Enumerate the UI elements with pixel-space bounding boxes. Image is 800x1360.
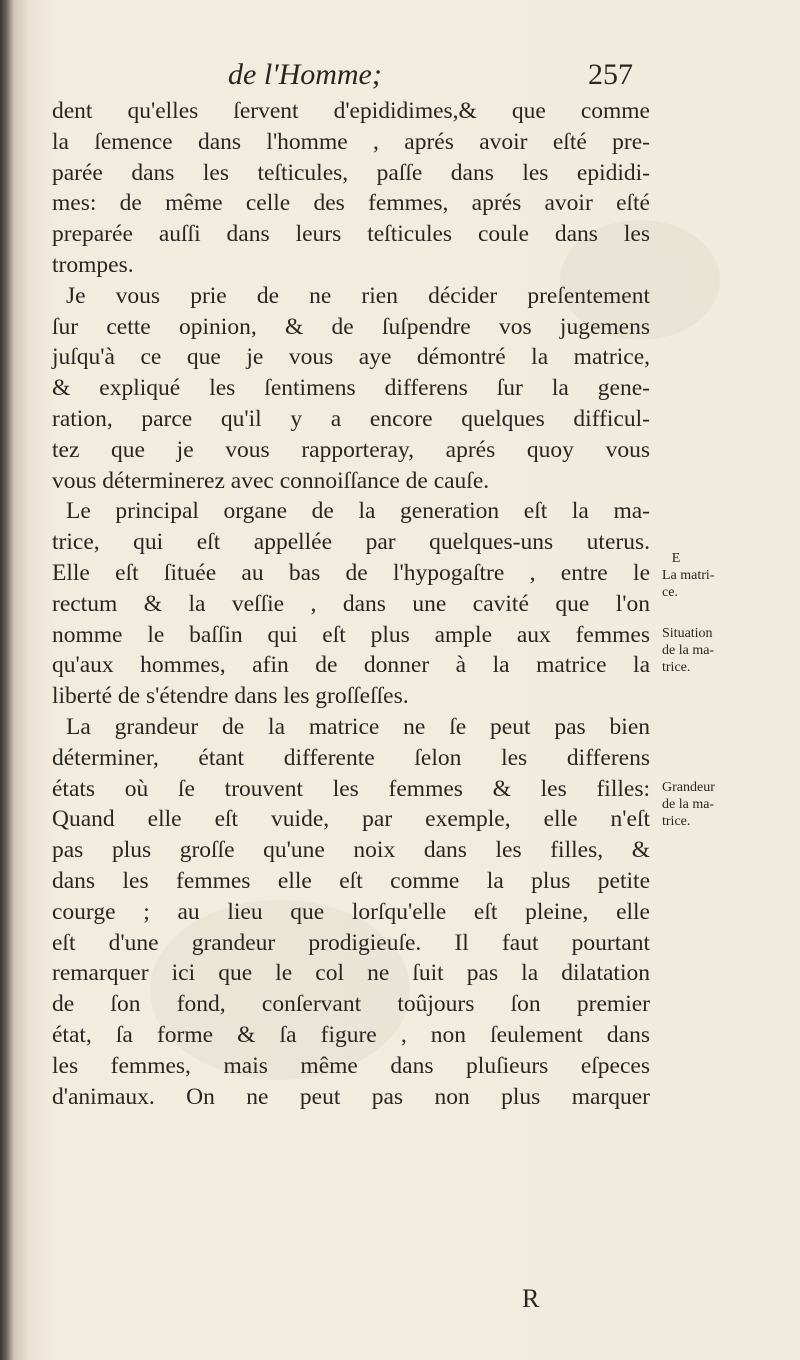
text-line: états où ſe trouvent les femmes & les filles: xyxy=(52,775,650,802)
text-line: juſqu'à ce que je vous aye démontré la matrice, xyxy=(52,344,650,371)
text-line: tez que je vous rapporteray, aprés quoy vous xyxy=(52,436,650,463)
text-line: trice, qui eſt appellée par quelques-uns uterus. xyxy=(52,529,650,556)
running-head: de l'Homme; xyxy=(228,58,382,91)
text-line: ſur cette opinion, & de ſuſpendre vos jugemens xyxy=(52,313,650,340)
text-line: Le principal organe de la generation eſt la ma- xyxy=(66,498,650,525)
text-line: de ſon fond, conſervant toûjours ſon premier xyxy=(52,991,650,1018)
text-line: Quand elle eſt vuide, par exemple, elle n'eſt xyxy=(52,806,650,833)
text-line: dent qu'elles ſervent d'epididimes,& que comme xyxy=(52,98,650,124)
body-text xyxy=(52,96,650,1112)
text-line: Elle eſt ſituée au bas de l'hypogaſtre , entre le xyxy=(52,559,650,586)
text-line: parée dans les teſticules, paſſe dans les epididi- xyxy=(52,159,650,186)
text-line: liberté de s'étendre dans les groſſeſſes. xyxy=(52,683,409,710)
text-line: mes: de même celle des femmes, aprés avoir eſté xyxy=(52,190,650,217)
text-line: eſt d'une grandeur prodigieuſe. Il faut pourtant xyxy=(52,929,650,956)
text-line: vous déterminerez avec connoiſſance de cauſe. xyxy=(52,467,490,494)
text-line: nomme le baſſin qui eſt plus ample aux femmes xyxy=(52,621,650,648)
text-line: & expliqué les ſentimens differens ſur la gene- xyxy=(52,375,650,402)
margin-note-letter: E xyxy=(671,551,681,566)
text-line: la ſemence dans l'homme , aprés avoir eſté pre- xyxy=(52,128,650,155)
text-line: rectum & la veſſie , dans une cavité que l'on xyxy=(52,590,650,617)
text-line: Je vous prie de ne rien décider preſentement xyxy=(66,282,650,309)
text-line: déterminer, étant differente ſelon les differens xyxy=(52,744,650,771)
text-line: qu'aux hommes, afin de donner à la matrice la xyxy=(52,652,650,679)
text-line: La grandeur de la matrice ne ſe peut pas bien xyxy=(66,713,650,740)
page-number: 257 xyxy=(588,58,633,91)
text-line: trompes. xyxy=(52,251,134,278)
text-line: courge ; au lieu que lorſqu'elle eſt pleine, elle xyxy=(52,898,650,925)
text-line: dans les femmes elle eſt comme la plus petite xyxy=(52,867,650,894)
margin-note-grandeur: Grandeur de la ma- trice. xyxy=(662,780,715,829)
page-header xyxy=(0,58,800,98)
margin-note-situation: Situation de la ma- trice. xyxy=(662,626,715,675)
text-line: pas plus groſſe qu'une noix dans les filles, & xyxy=(52,837,650,864)
text-line: état, ſa forme & ſa figure , non ſeulement dans xyxy=(52,1021,650,1048)
signature-mark: R xyxy=(522,1284,540,1313)
text-line: d'animaux. On ne peut pas non plus marquer xyxy=(52,1083,650,1110)
text-line: remarquer ici que le col ne ſuit pas la dilatation xyxy=(52,960,650,987)
text-line: les femmes, mais même dans pluſieurs eſpeces xyxy=(52,1052,650,1079)
margin-note-matrice: La matri- ce. xyxy=(662,568,715,600)
text-line: ration, parce qu'il y a encore quelques difficul- xyxy=(52,405,650,432)
text-line: preparée auſſi dans leurs teſticules coule dans les xyxy=(52,221,650,248)
